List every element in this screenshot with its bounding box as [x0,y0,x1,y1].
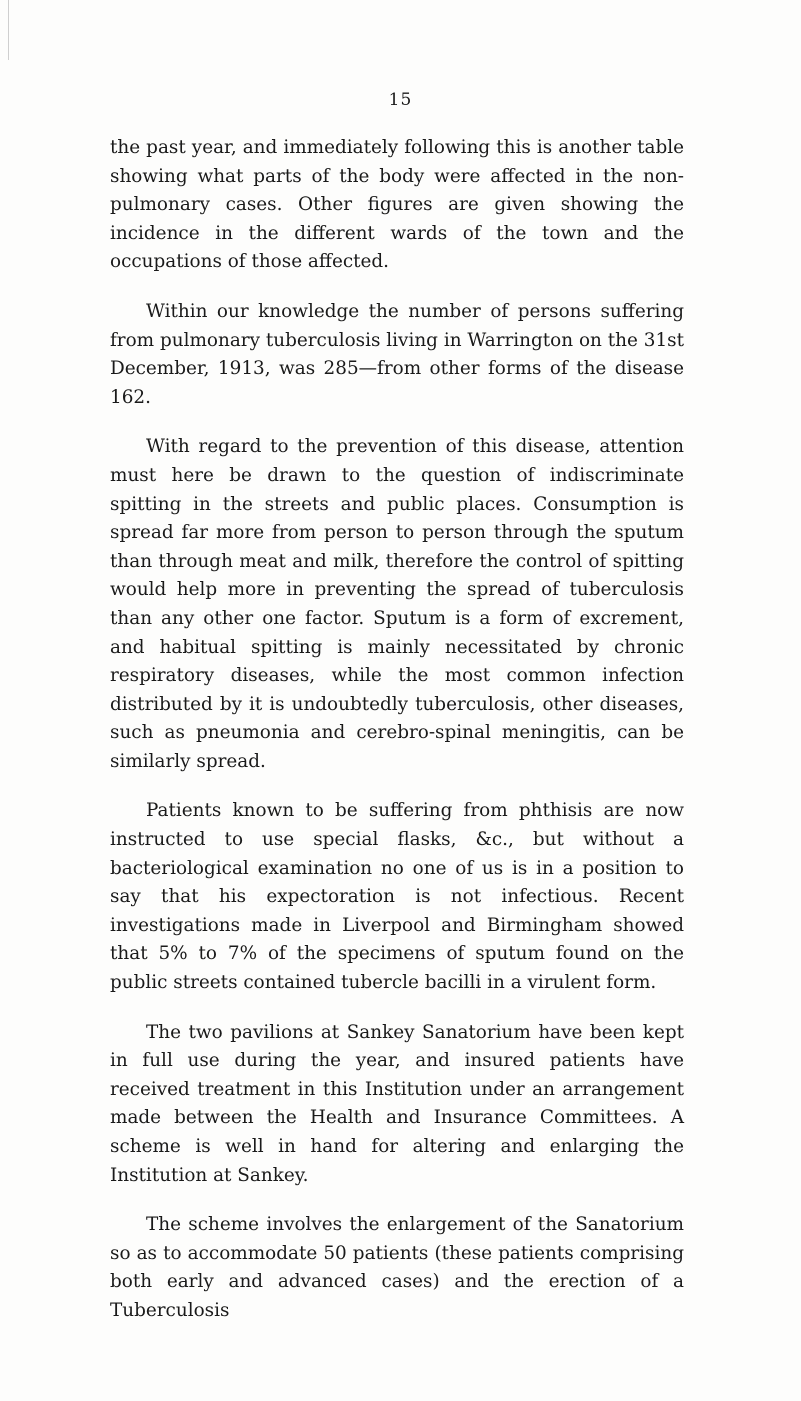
paragraph-continuation: the past year, and immediately following this is another table showing what parts of the body were affected in the non- pulmonary cases. Other figures are given showing the incidence in the different wards of the town and the occupations of those affected. [110,137,684,273]
page-number: 15 [388,90,413,110]
paragraph-scheme-enlargement: The scheme involves the enlargement of the Sanatorium so as to accommodate 50 patients (these patients comprising both early and advanced cases) and the erection of a Tuberculosis [110,1214,684,1321]
paragraph-patients-flasks: Patients known to be suffering from phthisis are now instructed to use special flasks, &c., but without a bacteriological examination no one of us is in a position to say that his expectoration is not infectious. Recent investigations made in Liverpool and Birmingham showed that 5% to 7% of the specimens of sputum found on the public streets contained tubercle bacilli in a virulent form. [110,800,684,994]
paragraph-persons-suffering: Within our knowledge the number of persons suffering from pulmonary tuberculosis living in Warrington on the 31st December, 1913, was 285—from other forms of the disease 162. [110,300,684,408]
body-text [110,134,684,1347]
page-edge-mark [0,0,9,60]
paragraph-prevention-spitting: With regard to the prevention of this disease, attention must here be drawn to the question of indiscriminate spitting in the streets and public places. Consumption is spread far more from person to person through the sputum than through meat and milk, therefore the control of spitting would help more in preventing the spread of tuberculosis than any other one factor. Sputum is a form of excrement, and habitual spitting is mainly necessitated by chronic respiratory diseases, while the most common infection distributed by it is undoubtedly tuberculosis, other diseases, such as pneumonia and cerebro-spinal meningitis, can be similarly spread. [110,436,684,772]
paragraph-sankey-pavilions: The two pavilions at Sankey Sanatorium have been kept in full use during the year, and insured patients have received treatment in this Institution under an arrangement made between the Health and Insurance Committees. A scheme is well in hand for altering and enlarging the Institution at Sankey. [110,1021,684,1186]
